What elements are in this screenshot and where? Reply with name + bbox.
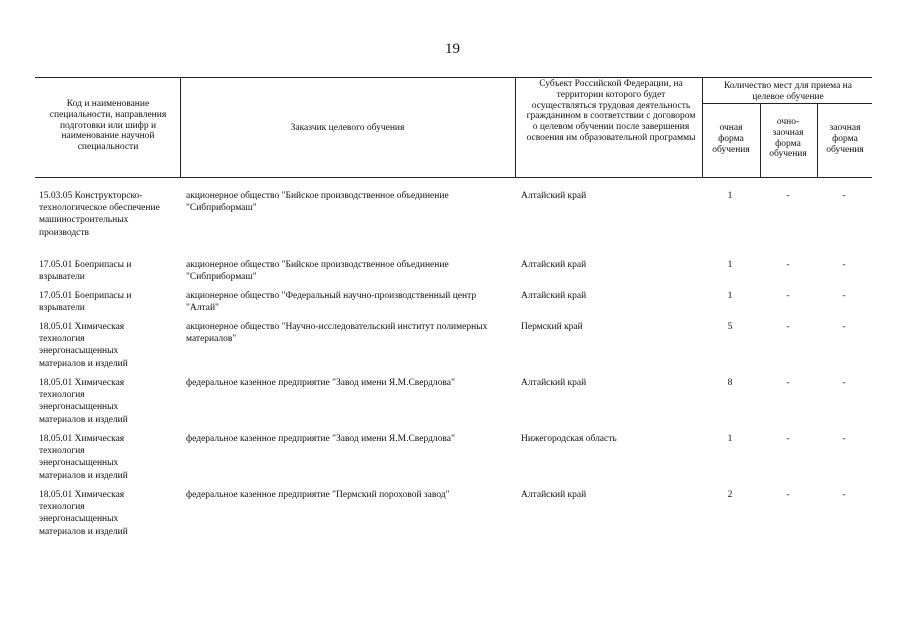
- header-bottom-border: [35, 177, 872, 178]
- header-quota-group: Количество мест для приема на целевое обучение: [724, 81, 852, 102]
- specialty-cell: 18.05.01 Химическая технология энергонасыщенных материалов и изделий: [39, 490, 128, 537]
- specialty-cell: 18.05.01 Химическая технология энергонасыщенных материалов и изделий: [39, 378, 128, 425]
- header-column-divider: [180, 77, 181, 178]
- page-number: 19: [445, 41, 460, 57]
- region-cell: Алтайский край: [521, 490, 587, 500]
- region-cell: Алтайский край: [521, 291, 587, 301]
- specialty-cell: 18.05.01 Химическая технология энергонасыщенных материалов и изделий: [39, 434, 128, 481]
- customer-cell: федеральное казенное предприятие "Завод имени Я.М.Свердлова": [186, 378, 455, 388]
- header-top-border: [35, 77, 872, 78]
- full-time-cell: 1: [727, 260, 733, 270]
- part-time-cell: -: [786, 191, 790, 201]
- customer-cell: акционерное общество "Бийское производственное объединение "Сибприбормаш": [186, 260, 449, 283]
- full-time-cell: 1: [727, 191, 733, 201]
- extramural-cell: -: [842, 291, 846, 301]
- header-part-time: очно-заочная форма обучения: [769, 117, 807, 160]
- region-cell: Пермский край: [521, 322, 583, 332]
- customer-cell: федеральное казенное предприятие "Пермский пороховой завод": [186, 490, 450, 500]
- header-column-divider: [702, 77, 703, 178]
- header-region: Субъект Российской Федерации, на территории которого будет осуществляться трудовая деятельность гражданином в соответствии с договором о целевом обучении после завершения освоения им образовательной программы: [526, 79, 696, 143]
- specialty-cell: 18.05.01 Химическая технология энергонасыщенных материалов и изделий: [39, 322, 128, 369]
- part-time-cell: -: [786, 490, 790, 500]
- extramural-cell: -: [842, 378, 846, 388]
- part-time-cell: -: [786, 378, 790, 388]
- full-time-cell: 2: [727, 490, 733, 500]
- extramural-cell: -: [842, 191, 846, 201]
- extramural-cell: -: [842, 260, 846, 270]
- extramural-cell: -: [842, 490, 846, 500]
- customer-cell: федеральное казенное предприятие "Завод имени Я.М.Свердлова": [186, 434, 455, 444]
- extramural-cell: -: [842, 434, 846, 444]
- region-cell: Алтайский край: [521, 191, 587, 201]
- header-group-divider: [702, 103, 872, 104]
- header-extramural: заочная форма обучения: [826, 123, 864, 155]
- header-full-time: очная форма обучения: [712, 123, 750, 155]
- customer-cell: акционерное общество "Научно-исследовательский институт полимерных материалов": [186, 322, 488, 345]
- specialty-cell: 17.05.01 Боеприпасы и взрыватели: [39, 291, 132, 314]
- part-time-cell: -: [786, 322, 790, 332]
- full-time-cell: 5: [727, 322, 733, 332]
- header-column-divider: [817, 103, 818, 178]
- customer-cell: акционерное общество "Федеральный научно-производственный центр "Алтай": [186, 291, 477, 314]
- full-time-cell: 1: [727, 434, 733, 444]
- customer-cell: акционерное общество "Бийское производственное объединение "Сибприбормаш": [186, 191, 449, 214]
- header-column-divider: [760, 103, 761, 178]
- header-customer: Заказчик целевого обучения: [290, 123, 405, 133]
- extramural-cell: -: [842, 322, 846, 332]
- header-specialty: Код и наименование специальности, направления подготовки или шифр и наименование научной специальности: [49, 99, 167, 153]
- part-time-cell: -: [786, 291, 790, 301]
- full-time-cell: 8: [727, 378, 733, 388]
- full-time-cell: 1: [727, 291, 733, 301]
- specialty-cell: 15.03.05 Конструкторско-технологическое обеспечение машиностроительных производств: [39, 191, 160, 238]
- region-cell: Нижегородская область: [521, 434, 617, 444]
- part-time-cell: -: [786, 260, 790, 270]
- region-cell: Алтайский край: [521, 260, 587, 270]
- specialty-cell: 17.05.01 Боеприпасы и взрыватели: [39, 260, 132, 283]
- header-column-divider: [515, 77, 516, 178]
- part-time-cell: -: [786, 434, 790, 444]
- region-cell: Алтайский край: [521, 378, 587, 388]
